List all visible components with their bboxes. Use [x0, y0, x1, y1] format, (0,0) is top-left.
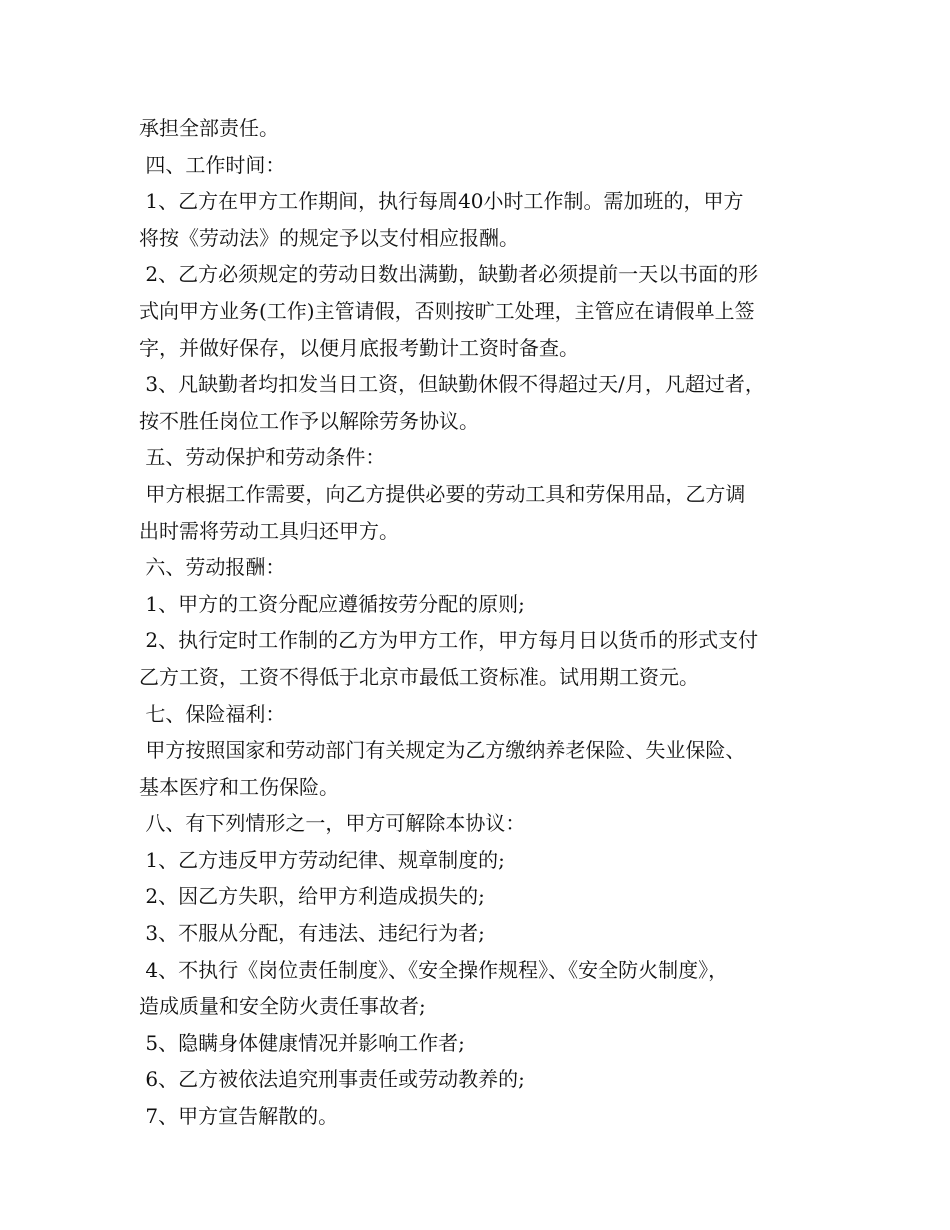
document-body [139, 110, 829, 1135]
section-heading-insurance: 七、保险福利： [139, 701, 286, 726]
text-line: 甲方按照国家和劳动部门有关规定为乙方缴纳养老保险、失业保险、 [139, 738, 746, 763]
text-line: 2、乙方必须规定的劳动日数出满勤，缺勤者必须提前一天以书面的形 [139, 262, 759, 287]
list-item: 1、乙方违反甲方劳动纪律、规章制度的; [139, 847, 505, 872]
list-item: 6、乙方被依法追究刑事责任或劳动教养的; [139, 1067, 525, 1092]
section-heading-work-hours: 四、工作时间： [139, 152, 286, 177]
text-line: 按不胜任岗位工作予以解除劳务协议。 [139, 408, 479, 433]
text-line: 乙方工资，工资不得低于北京市最低工资标准。试用期工资元。 [139, 664, 699, 689]
section-heading-labor-protection: 五、劳动保护和劳动条件： [139, 445, 386, 470]
text-line: 1、乙方在甲方工作期间，执行每周40小时工作制。需加班的，甲方 [139, 189, 744, 214]
text-line: 2、执行定时工作制的乙方为甲方工作，甲方每月日以货币的形式支付 [139, 628, 759, 653]
text-line: 式向甲方业务(工作)主管请假，否则按旷工处理，主管应在请假单上签 [139, 298, 755, 323]
list-item: 7、甲方宣告解散的。 [139, 1104, 339, 1129]
list-item: 5、隐瞒身体健康情况并影响工作者; [139, 1030, 465, 1055]
text-line: 将按《劳动法》的规定予以支付相应报酬。 [139, 225, 519, 250]
section-heading-remuneration: 六、劳动报酬： [139, 555, 286, 580]
text-line: 字，并做好保存，以便月底报考勤计工资时备查。 [139, 335, 579, 360]
list-item: 4、不执行《岗位责任制度》、《安全操作规程》、《安全防火制度》， [139, 957, 729, 982]
text-line: 1、甲方的工资分配应遵循按劳分配的原则; [139, 591, 525, 616]
section-heading-termination: 八、有下列情形之一，甲方可解除本协议： [139, 811, 526, 836]
list-item: 3、不服从分配，有违法、违纪行为者; [139, 921, 485, 946]
text-line: 3、凡缺勤者均扣发当日工资，但缺勤休假不得超过天/月，凡超过者， [139, 372, 765, 397]
list-item: 2、因乙方失职，给甲方利造成损失的; [139, 884, 485, 909]
list-item: 造成质量和安全防火责任事故者; [139, 994, 426, 1019]
text-line: 承担全部责任。 [139, 116, 279, 140]
text-line: 甲方根据工作需要，向乙方提供必要的劳动工具和劳保用品，乙方调 [139, 481, 746, 506]
text-line: 出时需将劳动工具归还甲方。 [139, 518, 399, 543]
text-line: 基本医疗和工伤保险。 [139, 774, 339, 799]
